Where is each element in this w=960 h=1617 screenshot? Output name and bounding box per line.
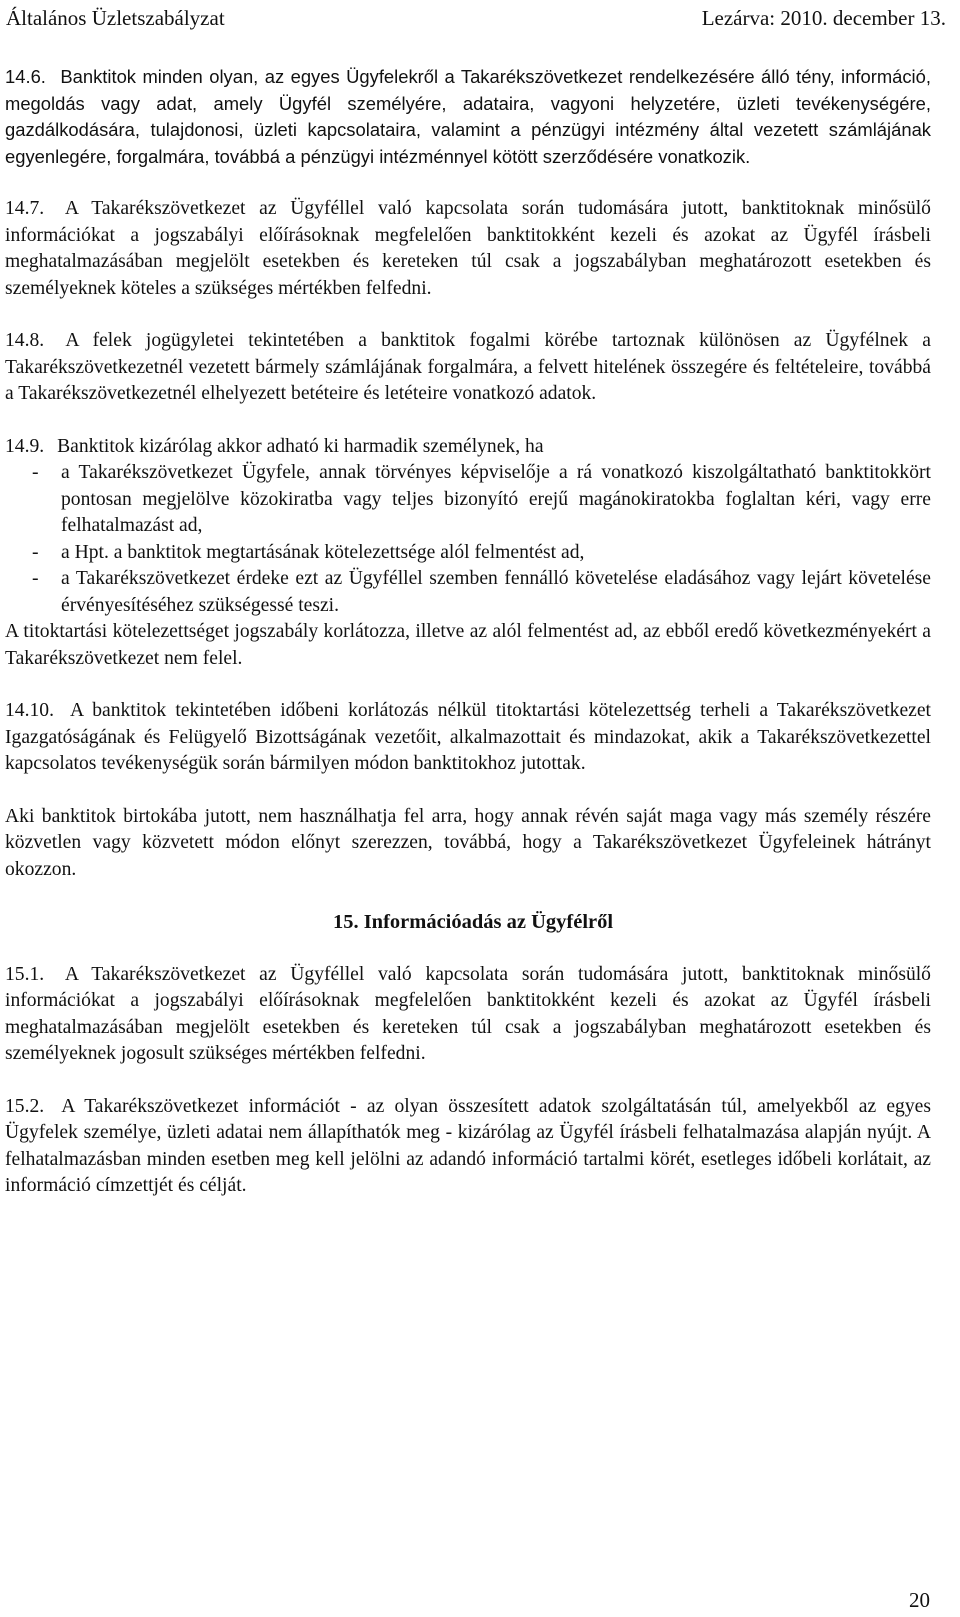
paragraph-14-6 (5, 64, 931, 170)
paragraph-14-9 (5, 434, 931, 673)
paragraph-aki (5, 804, 931, 884)
paragraph-text: Aki banktitok birtokába jutott, nem használhatja fel arra, hogy annak révén saját maga vagy más személy részére közvetlen vagy közvetett módon előnyt szerezzen, továbbá, hogy a Takarékszövetkezet Ügyfeleinek hátrányt okozzon. (5, 805, 931, 880)
list-item (5, 566, 931, 619)
page-header (0, 0, 960, 40)
paragraph-intro (5, 434, 931, 461)
paragraph-text: A Takarékszövetkezet az Ügyféllel való kapcsolata során tudomására jutott, banktitoknak minősülő információkat a jogszabályi előírásoknak megfelelően banktitokként kezeli és azokat az Ügyfél írásbeli meghatalmazásában megjelölt esetekben és kereteken túl csak a jogszabályban meghatározott esetekben és személyeknek jogosult szükséges mértékben felfedni. (5, 963, 931, 1064)
document-title: Általános Üzletszabályzat (6, 6, 225, 30)
paragraph-number: 15.1. (5, 963, 45, 985)
paragraph-14-7 (5, 196, 931, 302)
paragraph-number: 15.2. (5, 1095, 45, 1117)
paragraph-14-8 (5, 328, 931, 408)
paragraph-15-2 (5, 1094, 931, 1200)
paragraph-text: A Takarékszövetkezet az Ügyféllel való kapcsolata során tudomására jutott, banktitoknak minősülő információkat a jogszabályi előírásoknak megfelelően banktitokként kezeli és azokat az Ügyfél írásbeli meghatalmazásában megjelölt esetekben és kereteken túl csak a jogszabályban meghatározott esetekben és személyeknek köteles a szükséges mértékben felfedni. (5, 198, 931, 299)
list-item-text: a Takarékszövetkezet érdeke ezt az Ügyféllel szemben fennálló követelése eladásához vagy lejárt követelése érvényesítéséhez szükségessé teszi. (61, 568, 931, 616)
list-item-text: a Takarékszövetkezet Ügyfele, annak törvényes képviselője a rá vonatkozó kiszolgáltatható banktitokkört pontosan megjelölve közokiratba vagy teljes bizonyító erejű magánokiratokba foglaltan kéri, vagy erre felhatalmazást ad, (61, 462, 931, 536)
document-body (5, 64, 931, 1200)
section-heading: 15. Információadás az Ügyfélről (332, 911, 614, 933)
page-number: 20 (909, 1588, 930, 1612)
list-item-text: a Hpt. a banktitok megtartásának kötelezettsége alól felmentést ad, (61, 541, 585, 563)
paragraph-number: 14.8. (5, 330, 45, 351)
list-dash: - (32, 462, 39, 483)
paragraph-text: Banktitok minden olyan, az egyes Ügyfelekről a Takarékszövetkezet rendelkezésére álló tény, információ, megoldás vagy adat, amely Ügyfél személyére, adataira, vagyoni helyzetére, üzleti tevékenységére, gazdálkodására, tulajdonosi, üzleti kapcsolataira, valamint a pénzügyi intézmény által vezetett számlájának egyenlegére, forgalmára, továbbá a pénzügyi intézménnyel kötött szerződésére vonatkozik. (5, 66, 931, 167)
paragraph-number: 14.10. (5, 700, 54, 721)
list-item (5, 540, 931, 567)
closing-date: Lezárva: 2010. december 13. (701, 6, 946, 30)
paragraph-number: 14.9. (5, 435, 45, 457)
paragraph-15-1 (5, 962, 931, 1068)
paragraph-number: 14.7. (5, 198, 45, 219)
paragraph-text: Banktitok kizárólag akkor adható ki harmadik személynek, ha (57, 435, 544, 457)
paragraph-closing: A titoktartási kötelezettséget jogszabály korlátozza, illetve az alól felmentést ad, az ebből eredő következményekért a Takarékszövetkezet nem felel. (5, 621, 931, 669)
paragraph-number: 14.6. (5, 66, 46, 87)
paragraph-14-10 (5, 698, 931, 778)
list-dash: - (32, 541, 39, 563)
paragraph-text: A felek jogügyletei tekintetében a banktitok fogalmi körébe tartoznak különösen az Ügyfélnek a Takarékszövetkezetnél vezetett bármely számlájának forgalmára, a felvett hitelének összegére és feltételeire, továbbá a Takarékszövetkezetnél elhelyezett betéteire és letéteire vonatkozó adatok. (5, 330, 931, 404)
list-item (5, 460, 931, 540)
paragraph-text: A banktitok tekintetében időbeni korlátozás nélkül titoktartási kötelezettség terheli a Takarékszövetkezet Igazgatóságának és Felügyelő Bizottságának vezetőit, alkalmazottait és mindazokat, akik a Takarékszövetkezettel kapcsolatos tevékenységük során bármilyen módon banktitokhoz jutottak. (5, 700, 931, 774)
list-dash: - (32, 568, 39, 589)
paragraph-text: A Takarékszövetkezet információt - az olyan összesített adatok szolgáltatásán túl, amelyekből az egyes Ügyfelek személye, üzleti adatai nem állapíthatók meg - kizárólag az Ügyfél írásbeli felhatalmazása alapján nyújt. A felhatalmazásban minden esetben meg kell jelölni az adandó információ tartalmi körét, esetleges időbeli korlátait, az információ címzettjét és célját. (5, 1095, 931, 1196)
